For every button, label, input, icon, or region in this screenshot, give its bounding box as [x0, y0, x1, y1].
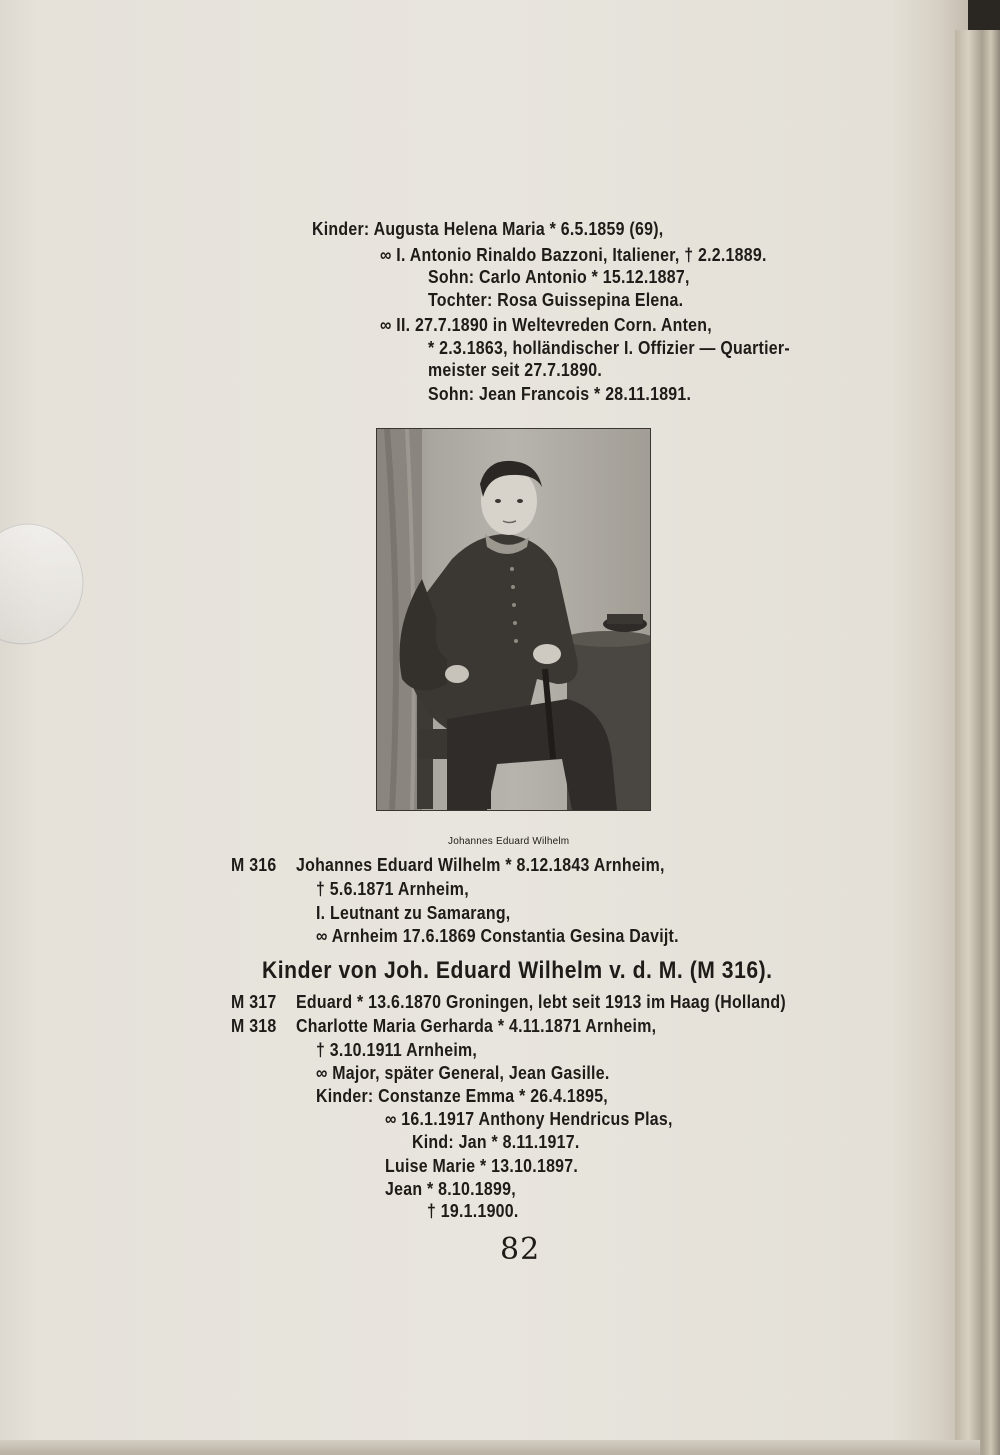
entry-number-m317: M 317 [231, 991, 277, 1012]
m316-line-1: Johannes Eduard Wilhelm * 8.12.1843 Arnheim, [296, 854, 665, 875]
m318-line-2: † 3.10.1911 Arnheim, [316, 1039, 478, 1060]
m317-line-1: Eduard * 13.6.1870 Groningen, lebt seit 1913 im Haag (Holland) [296, 991, 786, 1012]
spouse-detail-line: * 2.3.1863, holländischer I. Offizier — Quartier- [428, 337, 790, 358]
m318-line-4: Kinder: Constanze Emma * 26.4.1895, [316, 1085, 608, 1106]
m316-line-3: I. Leutnant zu Samarang, [316, 902, 511, 923]
entry-number-m318: M 318 [231, 1015, 277, 1036]
portrait-photo [376, 428, 651, 811]
spouse-detail-line-2: meister seit 27.7.1890. [428, 359, 603, 380]
page-edge [955, 30, 1000, 1455]
son-line: Sohn: Carlo Antonio * 15.12.1887, [428, 266, 690, 287]
marriage-2-line: ∞ II. 27.7.1890 in Weltevreden Corn. Anten, [380, 314, 712, 335]
m318-line-7: Luise Marie * 13.10.1897. [385, 1155, 579, 1176]
photo-caption: Johannes Eduard Wilhelm [448, 836, 570, 847]
son-2-line: Sohn: Jean Francois * 28.11.1891. [428, 383, 692, 404]
m316-line-2: † 5.6.1871 Arnheim, [316, 878, 469, 899]
kinder-line: Kinder: Augusta Helena Maria * 6.5.1859 (69), [312, 218, 664, 239]
entry-number-m316: M 316 [231, 854, 277, 875]
page-bottom-edge [0, 1440, 980, 1455]
m318-line-9: † 19.1.1900. [427, 1200, 519, 1221]
page-number: 82 [500, 1232, 541, 1267]
marriage-1-line: ∞ I. Antonio Rinaldo Bazzoni, Italiener, † 2.2.1889. [380, 244, 767, 265]
m318-line-5: ∞ 16.1.1917 Anthony Hendricus Plas, [385, 1108, 673, 1129]
section-heading: Kinder von Joh. Eduard Wilhelm v. d. M. (M 316). [262, 957, 773, 984]
m318-line-1: Charlotte Maria Gerharda * 4.11.1871 Arnheim, [296, 1015, 657, 1036]
m318-line-3: ∞ Major, später General, Jean Gasille. [316, 1062, 610, 1083]
m318-line-6: Kind: Jan * 8.11.1917. [412, 1131, 580, 1152]
m318-line-8: Jean * 8.10.1899, [385, 1178, 516, 1199]
m316-line-4: ∞ Arnheim 17.6.1869 Constantia Gesina Davijt. [316, 925, 679, 946]
daughter-line: Tochter: Rosa Guissepina Elena. [428, 289, 684, 310]
